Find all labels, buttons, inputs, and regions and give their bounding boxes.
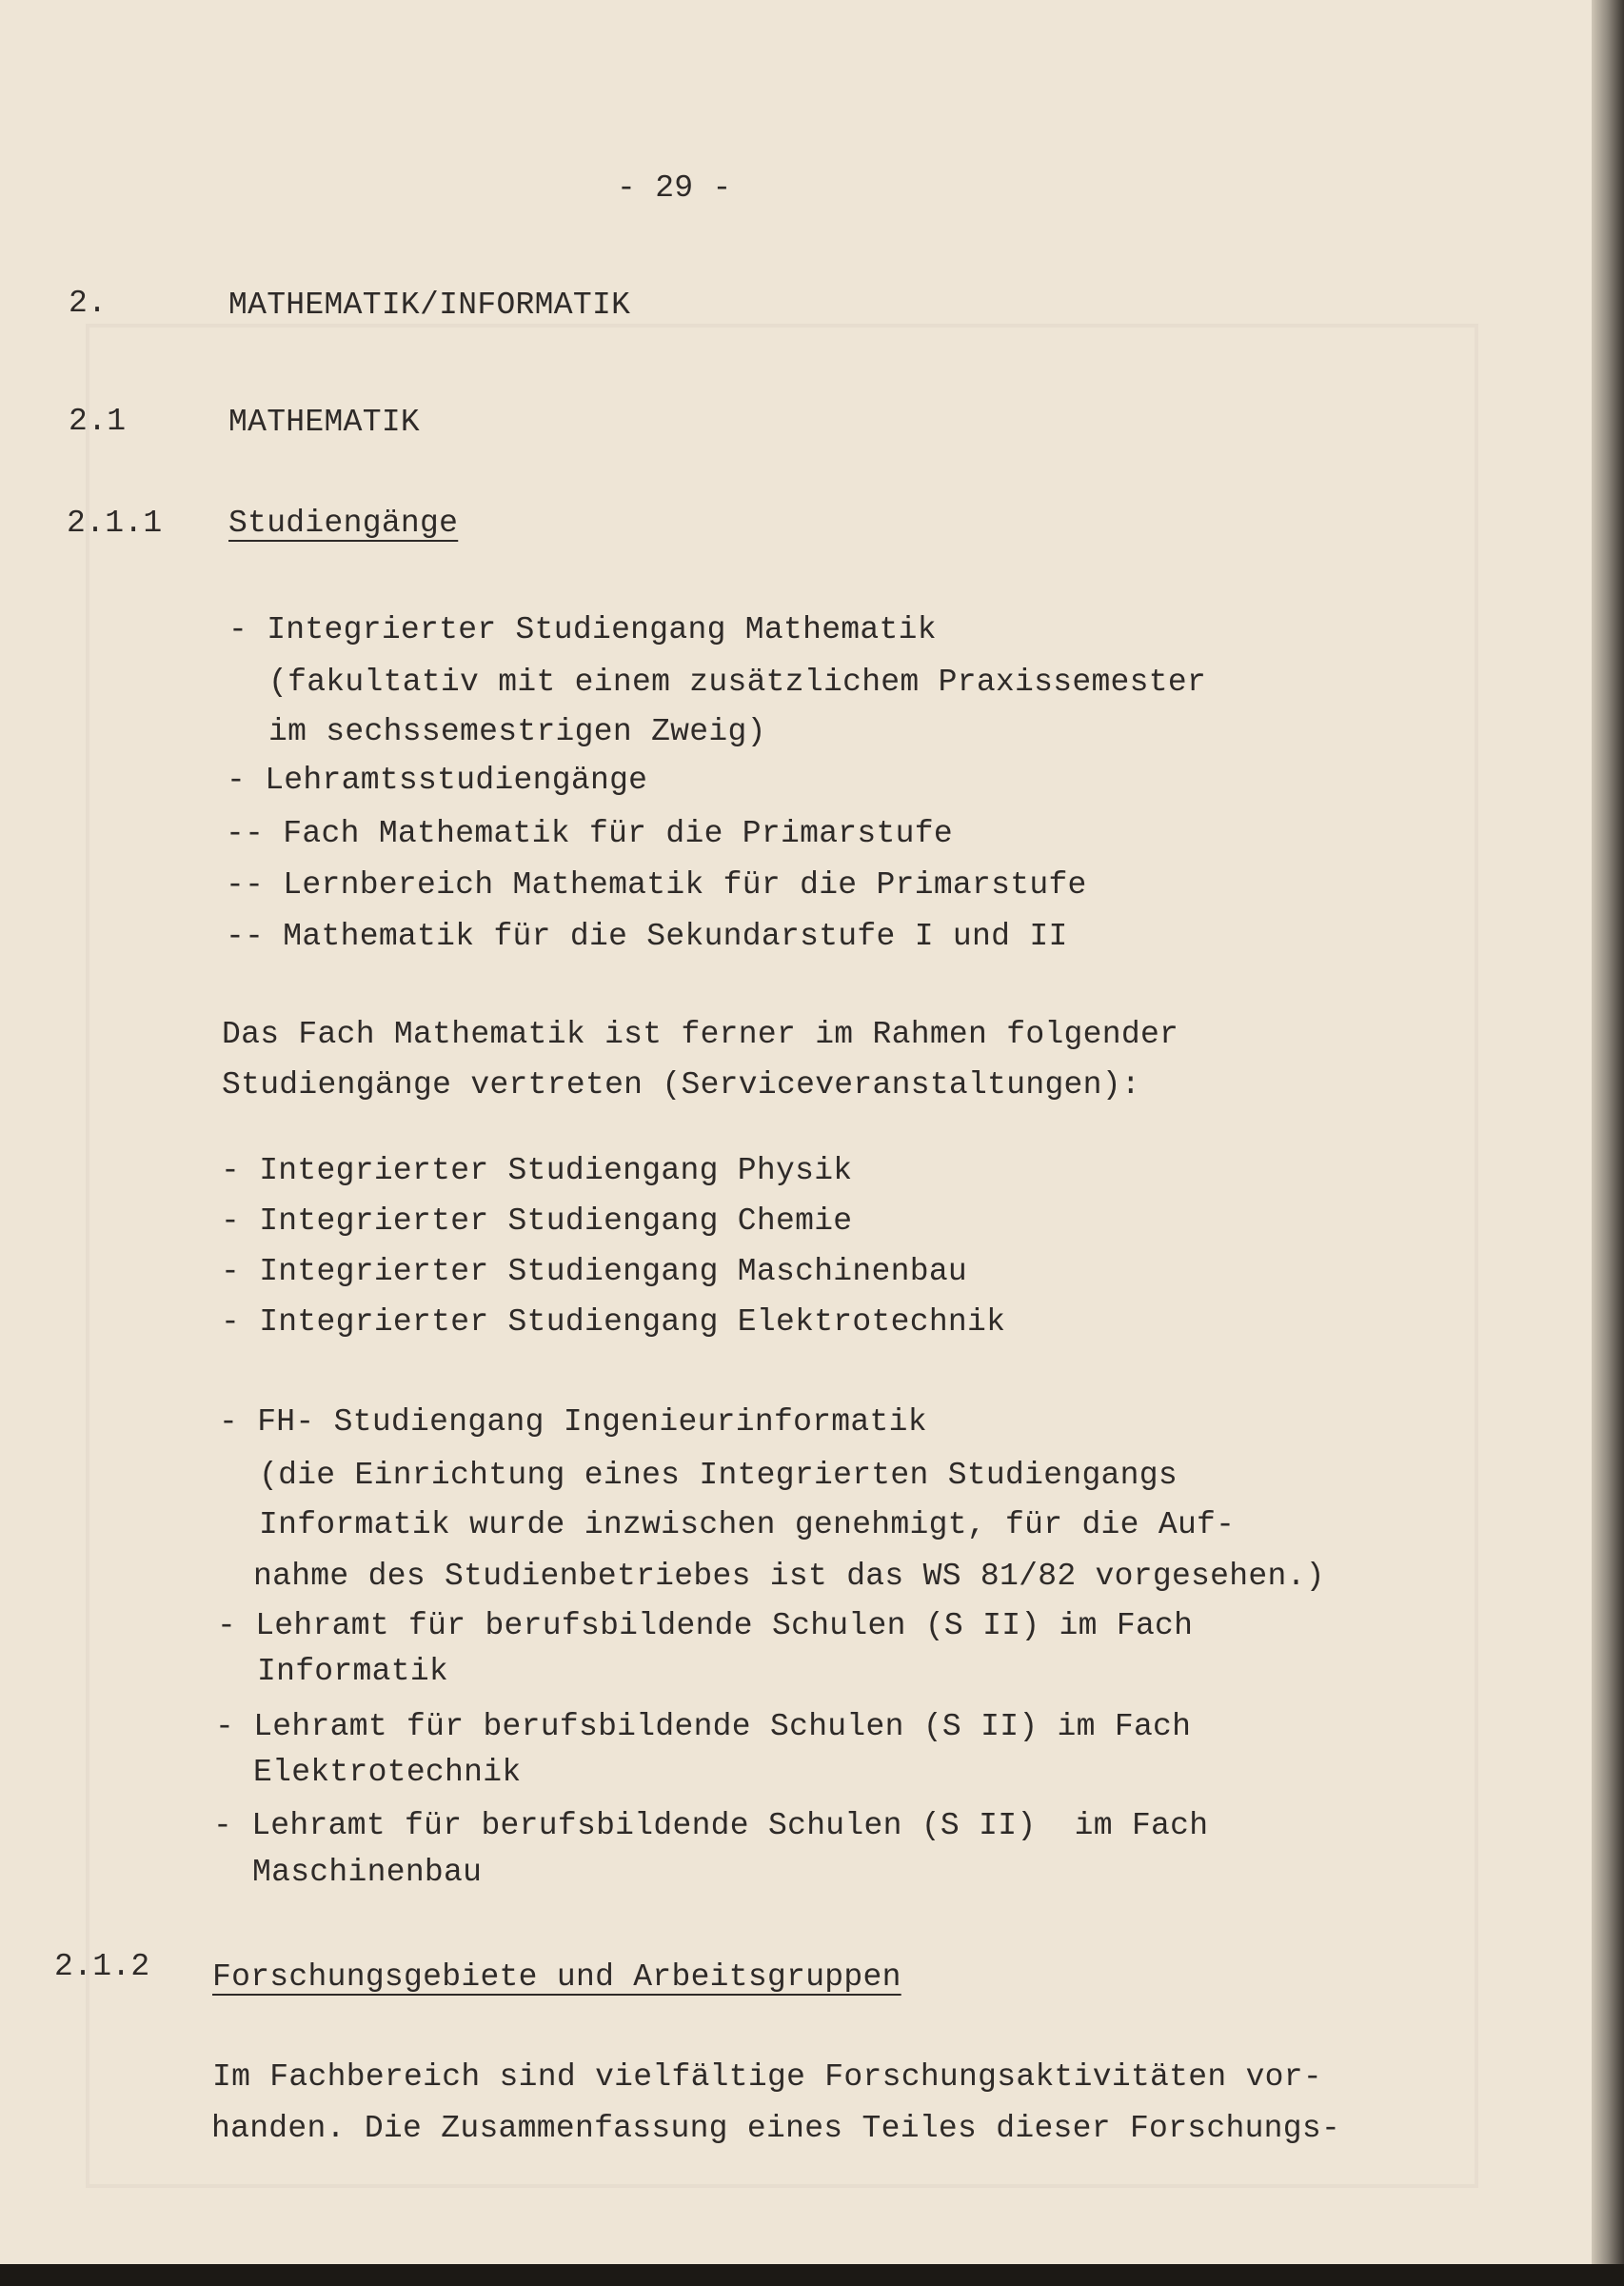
study-list-item: -- Mathematik für die Sekundarstufe I und II <box>226 919 1068 954</box>
study-list-item: -- Lernbereich Mathematik für die Primarstufe <box>226 867 1087 903</box>
scan-bottom-border <box>0 2264 1624 2286</box>
section-2-1-number: 2.1 <box>69 404 127 439</box>
fh-list-item: nahme des Studienbetriebes ist das WS 81/82 vorgesehen.) <box>253 1559 1325 1594</box>
section-2-1-title: MATHEMATIK <box>228 405 421 440</box>
fh-list-item: Informatik <box>257 1654 449 1689</box>
service-intro-line: Das Fach Mathematik ist ferner im Rahmen folgender <box>222 1017 1179 1052</box>
fh-list-item: (die Einrichtung eines Integrierten Studiengangs <box>259 1458 1178 1493</box>
page-number: - 29 - <box>617 170 732 206</box>
research-text-line: Im Fachbereich sind vielfältige Forschungsaktivitäten vor- <box>212 2059 1322 2095</box>
service-list-item: - Integrierter Studiengang Physik <box>221 1153 853 1188</box>
fh-list-item: - Lehramt für berufsbildende Schulen (S II) im Fach <box>215 1709 1192 1744</box>
fh-list-item: - FH- Studiengang Ingenieurinformatik <box>219 1404 927 1440</box>
fh-list-item: Maschinenbau <box>252 1855 483 1890</box>
service-list-item: - Integrierter Studiengang Maschinenbau <box>221 1254 968 1289</box>
study-list-item: - Integrierter Studiengang Mathematik <box>228 612 937 647</box>
fh-list-item: Informatik wurde inzwischen genehmigt, für die Auf- <box>259 1507 1236 1542</box>
service-list-item: - Integrierter Studiengang Elektrotechnik <box>221 1304 1006 1340</box>
fh-list-item: - Lehramt für berufsbildende Schulen (S II) im Fach <box>217 1608 1194 1643</box>
fh-list-item: - Lehramt für berufsbildende Schulen (S II) im Fach <box>213 1808 1209 1843</box>
section-2-number: 2. <box>69 286 108 321</box>
section-2-title: MATHEMATIK/INFORMATIK <box>228 288 631 323</box>
service-list-item: - Integrierter Studiengang Chemie <box>221 1203 853 1239</box>
page-edge-shadow <box>1592 0 1624 2264</box>
study-list-item: (fakultativ mit einem zusätzlichem Praxissemester <box>268 665 1207 700</box>
section-2-1-1-number: 2.1.1 <box>67 506 163 541</box>
research-text-line: handen. Die Zusammenfassung eines Teiles dieser Forschungs- <box>211 2111 1341 2146</box>
service-intro-line: Studiengänge vertreten (Serviceveranstaltungen): <box>222 1067 1140 1103</box>
section-2-1-2-title: Forschungsgebiete und Arbeitsgruppen <box>212 1959 901 1995</box>
section-2-1-2-number: 2.1.2 <box>54 1949 150 1984</box>
fh-list-item: Elektrotechnik <box>253 1755 522 1790</box>
study-list-item: -- Fach Mathematik für die Primarstufe <box>226 816 953 851</box>
study-list-item: - Lehramtsstudiengänge <box>227 763 648 798</box>
study-list-item: im sechssemestrigen Zweig) <box>268 714 766 749</box>
section-2-1-1-title: Studiengänge <box>228 506 459 541</box>
